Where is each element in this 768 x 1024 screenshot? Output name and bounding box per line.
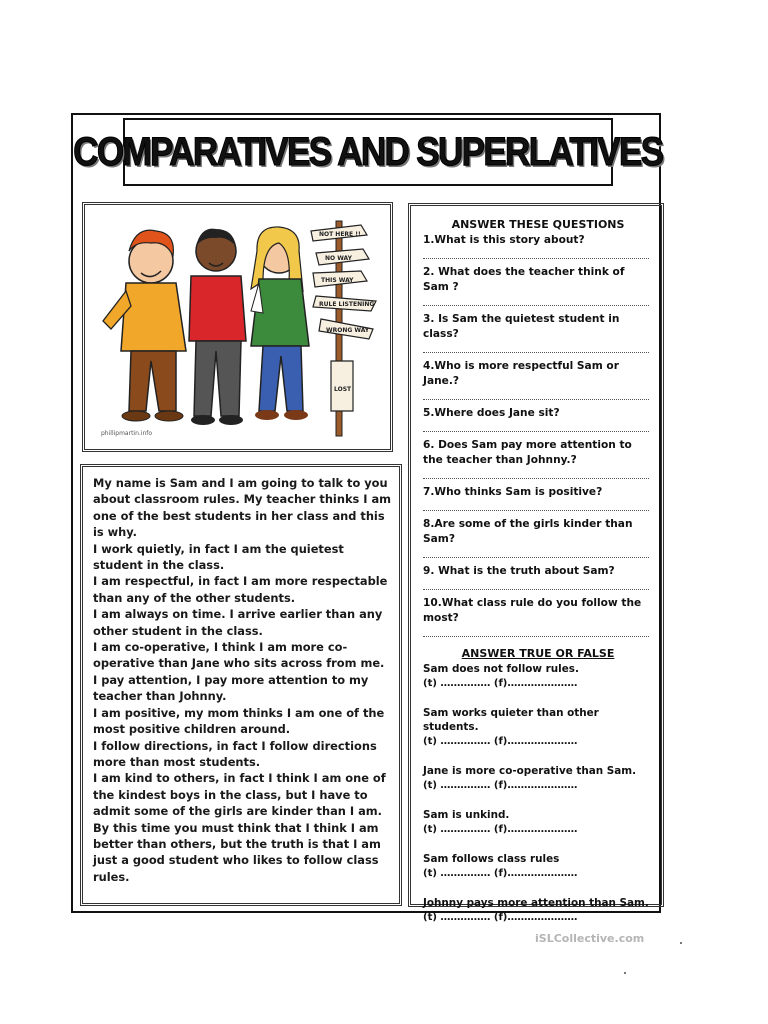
story-paragraph: I am respectful, in fact I am more respectable than any of the other students. [93, 574, 388, 605]
answer-line[interactable] [423, 389, 649, 400]
sign-text-2: NO WAY [325, 255, 352, 262]
question-3: 3. Is Sam the quietest student in class? [423, 313, 620, 340]
speck [624, 972, 626, 974]
question-9: 9. What is the truth about Sam? [423, 565, 615, 577]
answer-line[interactable] [423, 248, 649, 259]
question-7: 7.Who thinks Sam is positive? [423, 486, 603, 498]
question-10: 10.What class rule do you follow the most? [423, 597, 642, 624]
sign-text-4: RULE LISTENING [319, 301, 375, 308]
tf-options[interactable]: (t) …………… (f)………………… [423, 780, 578, 791]
tf-statement-4: Sam is unkind. [423, 809, 510, 821]
answer-line[interactable] [423, 579, 649, 590]
true-false-heading: ANSWER TRUE OR FALSE [461, 647, 615, 660]
answer-line[interactable] [423, 547, 649, 558]
tf-options[interactable]: (t) …………… (f)………………… [423, 678, 578, 689]
kid-blonde [251, 227, 309, 420]
tf-options[interactable]: (t) …………… (f)………………… [423, 824, 578, 835]
story-paragraph: I am positive, my mom thinks I am one of the most positive children around. [93, 705, 385, 737]
sign-text-5: WRONG WAY [326, 327, 370, 334]
story-box [80, 464, 402, 906]
question-4: 4.Who is more respectful Sam or Jane.? [423, 360, 619, 387]
questions-box [408, 203, 664, 923]
tf-options[interactable]: (t) …………… (f)………………… [423, 868, 578, 879]
story-paragraph: I work quietly, in fact I am the quietest student in the class. [93, 541, 344, 573]
question-1: 1.What is this story about? [423, 234, 585, 246]
kid-red-shirt [189, 229, 246, 425]
story-paragraph: My name is Sam and I am going to talk to you about classroom rules. My teacher thinks I am one of the best students in her class and this is why. [93, 476, 392, 540]
question-2: 2. What does the teacher think of Sam ? [423, 266, 625, 293]
sign-text-3: THIS WAY [321, 277, 354, 284]
tf-statement-2: Sam works quieter than other students. [423, 707, 599, 733]
questions-heading: ANSWER THESE QUESTIONS [451, 218, 625, 231]
speck [680, 942, 682, 944]
story-paragraph: I follow directions, in fact I follow directions more than most students. [93, 738, 377, 769]
story-paragraph: By this time you must think that I think I am better than others, but the truth is that I am just a good student who likes to follow class rules. [93, 820, 381, 884]
illustration-frame [82, 202, 393, 452]
tf-statement-6: Johnny pays more attention than Sam. [423, 897, 649, 909]
kid-redhead [103, 230, 186, 421]
illustration-credit: phillipmartin.info [101, 430, 153, 437]
sign-text-6: LOST [334, 386, 352, 393]
question-5: 5.Where does Jane sit? [423, 407, 560, 419]
tf-options[interactable]: (t) …………… (f)………………… [423, 736, 578, 747]
illustration [91, 211, 384, 443]
answer-line[interactable] [423, 500, 649, 511]
tf-statement-5: Sam follows class rules [423, 853, 560, 865]
story-paragraph: I am co-operative, I think I am more co-operative than Jane who sits across from me. [93, 640, 385, 671]
answer-line[interactable] [423, 468, 649, 479]
sign-text-1: NOT HERE !! [319, 231, 361, 238]
answer-line[interactable] [423, 342, 649, 353]
site-watermark: iSLCollective.com [535, 932, 645, 945]
title-box [73, 118, 663, 186]
answer-line[interactable] [423, 626, 649, 637]
tf-options[interactable]: (t) …………… (f)………………… [423, 912, 578, 923]
tf-statement-3: Jane is more co-operative than Sam. [423, 765, 637, 777]
tf-statement-1: Sam does not follow rules. [423, 663, 579, 675]
signpost [311, 221, 376, 436]
story-paragraph: I am kind to others, in fact I think I am one of the kindest boys in the class, but I have to admit some of the girls are kinder than I am. [93, 771, 386, 819]
kids-signpost-illustration [91, 211, 384, 443]
answer-line[interactable] [423, 295, 649, 306]
question-6: 6. Does Sam pay more attention to the teacher than Johnny.? [423, 439, 632, 466]
question-8: 8.Are some of the girls kinder than Sam? [423, 518, 633, 545]
answer-line[interactable] [423, 421, 649, 432]
story-paragraph: I pay attention, I pay more attention to my teacher than Johnny. [93, 672, 369, 704]
story-text [93, 475, 393, 885]
worksheet-title: COMPARATIVES AND SUPERLATIVES [73, 129, 663, 174]
story-paragraph: I am always on time. I arrive earlier than any other student in the class. [93, 607, 383, 638]
